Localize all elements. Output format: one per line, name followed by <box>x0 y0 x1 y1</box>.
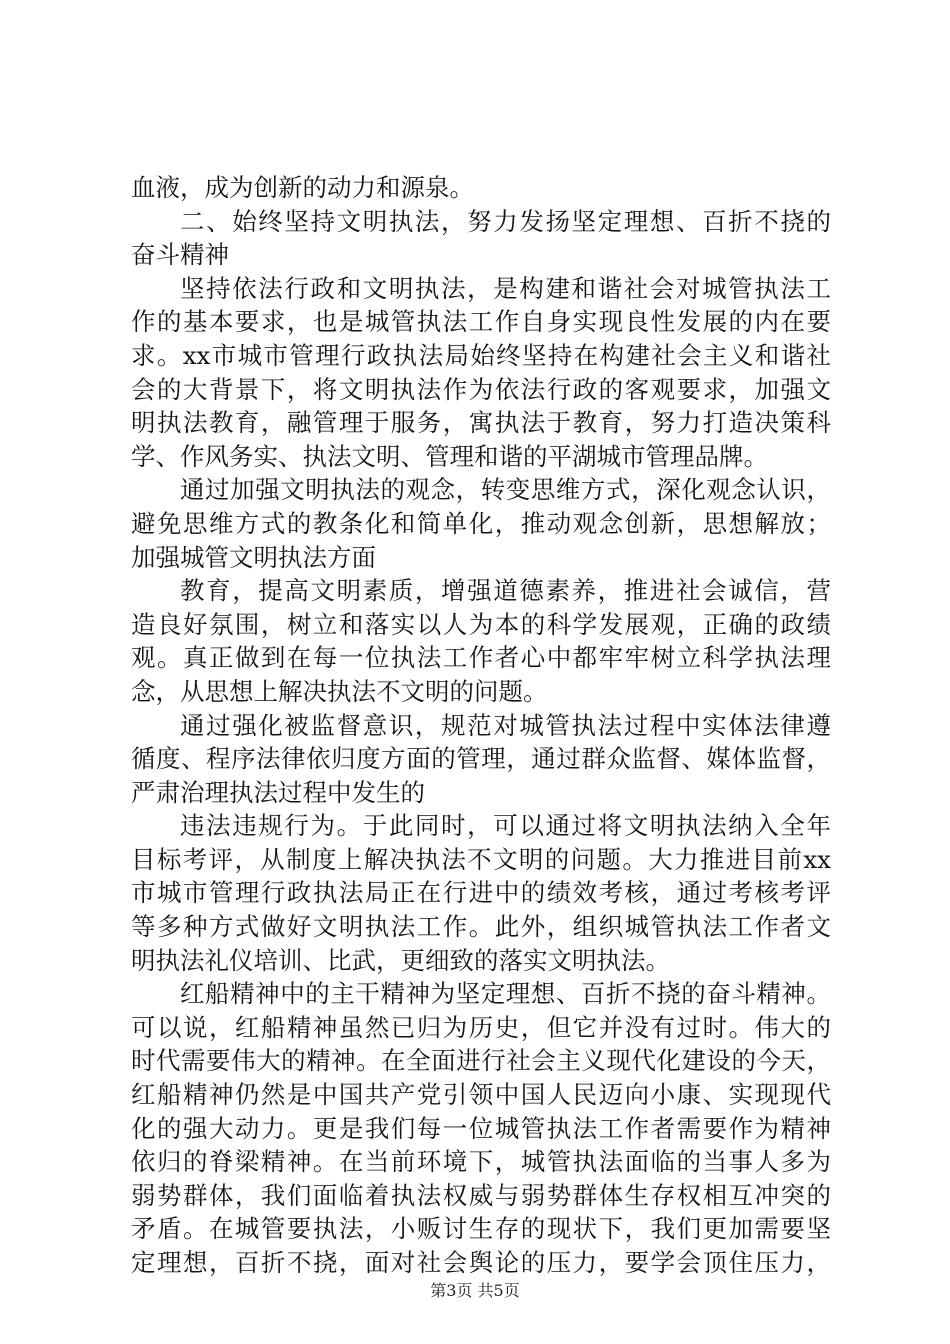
text-line: 坚持依法行政和文明执法，是构建和谐社会对城管执法工 <box>180 273 831 303</box>
text-line: 血液，成为创新的动力和源泉。 <box>131 173 474 202</box>
text-line: 定理想，百折不挠，面对社会舆论的压力，要学会顶住压力， <box>131 1248 831 1277</box>
page-number-footer: 第3页 共5页 <box>430 1281 520 1300</box>
text-line: 等多种方式做好文明执法工作。此外，组织城管执法工作者文 <box>131 912 831 942</box>
text-line: 红船精神中的主干精神为坚定理想、百折不挠的奋斗精神。 <box>180 979 831 1009</box>
text-line: 依归的脊梁精神。在当前环境下，城管执法面临的当事人多为 <box>131 1147 831 1177</box>
text-line: 教育，提高文明素质，增强道德素养，推进社会诚信，营 <box>180 576 831 606</box>
text-line: 市城市管理行政执法局正在行进中的绩效考核，通过考核考评 <box>131 878 831 908</box>
text-line: 求。xx市城市管理行政执法局始终坚持在构建社会主义和谐社 <box>131 340 831 370</box>
text-line: 通过加强文明执法的观念，转变思维方式，深化观念认识， <box>180 475 831 505</box>
text-line: 弱势群体，我们面临着执法权威与弱势群体生存权相互冲突的 <box>131 1180 831 1210</box>
text-line: 严肃治理执法过程中发生的 <box>131 777 425 807</box>
text-line: 造良好氛围，树立和落实以人为本的科学发展观，正确的政绩 <box>131 609 831 639</box>
text-line: 明执法教育，融管理于服务，寓执法于教育，努力打造决策科 <box>131 408 831 438</box>
text-line: 化的强大动力。更是我们每一位城管执法工作者需要作为精神 <box>131 1113 831 1143</box>
text-line: 作的基本要求，也是城管执法工作自身实现良性发展的内在要 <box>131 307 831 337</box>
section-heading-line: 奋斗精神 <box>131 240 229 270</box>
text-line: 避免思维方式的教条化和简单化，推动观念创新，思想解放； <box>131 508 831 538</box>
text-line: 时代需要伟大的精神。在全面进行社会主义现代化建设的今天， <box>131 1046 831 1076</box>
text-line: 违法违规行为。于此同时，可以通过将文明执法纳入全年 <box>180 811 831 841</box>
text-line: 矛盾。在城管要执法，小贩讨生存的现状下，我们更加需要坚 <box>131 1214 831 1244</box>
text-line: 可以说，红船精神虽然已归为历史，但它并没有过时。伟大的 <box>131 1012 831 1042</box>
text-line: 红船精神仍然是中国共产党引领中国人民迈向小康、实现现代 <box>131 1080 831 1110</box>
text-line: 循度、程序法律依归度方面的管理，通过群众监督、媒体监督， <box>131 744 831 774</box>
text-line: 加强城管文明执法方面 <box>131 542 376 572</box>
section-heading-line: 二、始终坚持文明执法，努力发扬坚定理想、百折不挠的 <box>180 206 831 236</box>
text-line: 通过强化被监督意识，规范对城管执法过程中实体法律遵 <box>180 710 831 740</box>
text-line: 明执法礼仪培训、比武，更细致的落实文明执法。 <box>131 945 670 975</box>
text-line: 观。真正做到在每一位执法工作者心中都牢牢树立科学执法理 <box>131 643 831 673</box>
text-line: 念，从思想上解决执法不文明的问题。 <box>131 676 548 706</box>
text-line: 学、作风务实、执法文明、管理和谐的平湖城市管理品牌。 <box>131 441 768 471</box>
text-line: 会的大背景下，将文明执法作为依法行政的客观要求，加强文 <box>131 374 831 404</box>
text-line: 目标考评，从制度上解决执法不文明的问题。大力推进目前xx <box>131 844 831 874</box>
document-body <box>131 171 831 1280</box>
